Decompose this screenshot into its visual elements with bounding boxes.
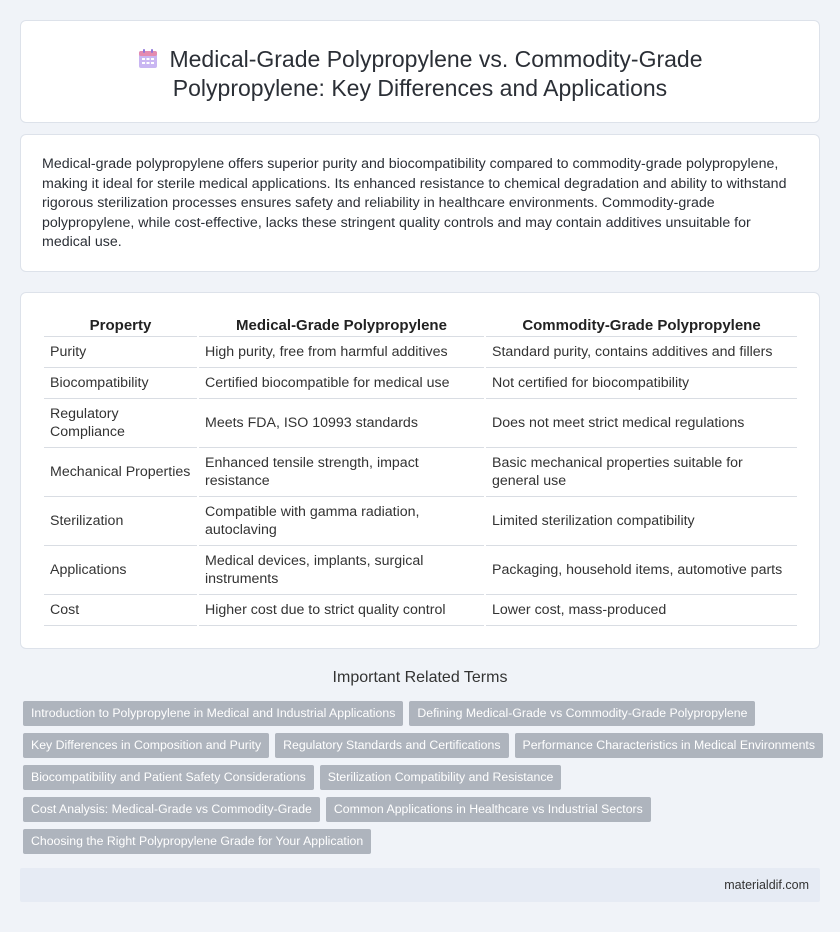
table-cell: Not certified for biocompatibility	[486, 368, 797, 399]
table-row	[44, 368, 797, 399]
table-cell: Standard purity, contains additives and fillers	[486, 337, 797, 368]
header-commodity-grade: Commodity-Grade Polypropylene	[486, 315, 797, 337]
table-cell: Limited sterilization compatibility	[486, 497, 797, 546]
title-card	[20, 20, 820, 123]
table-cell: High purity, free from harmful additives	[199, 337, 484, 368]
table-cell: Meets FDA, ISO 10993 standards	[199, 399, 484, 448]
related-terms-heading: Important Related Terms	[332, 669, 508, 686]
table-row	[44, 497, 797, 546]
intro-paragraph: Medical-grade polypropylene offers superior purity and biocompatibility compared to commodity-grade polypropylene, making it ideal for sterile medical applications. Its enhanced resistance to chemical degradation and ability to withstand rigorous sterilization processes ensures safety and reliability in healthcare environments. Commodity-grade polypropylene, while cost-effective, lacks these stringent quality controls and may contain additives unsuitable for medical use.	[42, 156, 787, 250]
related-term-tag[interactable]: Biocompatibility and Patient Safety Considerations	[23, 765, 314, 790]
footer-bar	[20, 868, 820, 902]
related-term-tag[interactable]: Sterilization Compatibility and Resistance	[320, 765, 562, 790]
page-title	[21, 45, 819, 103]
title-line-1: Medical-Grade Polypropylene vs. Commodity-Grade	[169, 46, 703, 72]
title-line-2: Polypropylene: Key Differences and Applications	[172, 75, 668, 101]
table-row	[44, 546, 797, 595]
table-cell: Lower cost, mass-produced	[486, 595, 797, 626]
table-row	[44, 595, 797, 626]
comparison-table	[42, 315, 799, 626]
table-cell: Compatible with gamma radiation, autoclaving	[199, 497, 484, 546]
table-cell: Applications	[44, 546, 197, 595]
header-property: Property	[44, 315, 197, 337]
table-cell: Does not meet strict medical regulations	[486, 399, 797, 448]
table-row	[44, 448, 797, 497]
table-cell: Enhanced tensile strength, impact resistance	[199, 448, 484, 497]
related-term-tag[interactable]: Regulatory Standards and Certifications	[275, 733, 508, 758]
related-term-tag[interactable]: Choosing the Right Polypropylene Grade for Your Application	[23, 829, 371, 854]
related-term-tag[interactable]: Introduction to Polypropylene in Medical and Industrial Applications	[23, 701, 403, 726]
table-cell: Sterilization	[44, 497, 197, 546]
related-terms-list	[23, 701, 823, 861]
table-cell: Biocompatibility	[44, 368, 197, 399]
related-term-tag[interactable]: Defining Medical-Grade vs Commodity-Grade Polypropylene	[409, 701, 755, 726]
table-row	[44, 399, 797, 448]
table-cell: Packaging, household items, automotive parts	[486, 546, 797, 595]
related-term-tag[interactable]: Performance Characteristics in Medical Environments	[515, 733, 824, 758]
table-cell: Regulatory Compliance	[44, 399, 197, 448]
table-header-row	[44, 315, 797, 337]
comparison-card	[20, 292, 820, 649]
table-cell: Medical devices, implants, surgical instruments	[199, 546, 484, 595]
table-row	[44, 337, 797, 368]
footer-site-link[interactable]: materialdif.com	[724, 878, 809, 892]
related-term-tag[interactable]: Common Applications in Healthcare vs Industrial Sectors	[326, 797, 651, 822]
related-term-tag[interactable]: Cost Analysis: Medical-Grade vs Commodity-Grade	[23, 797, 320, 822]
related-term-tag[interactable]: Key Differences in Composition and Purity	[23, 733, 269, 758]
table-cell: Basic mechanical properties suitable for general use	[486, 448, 797, 497]
intro-card	[20, 134, 820, 272]
table-cell: Mechanical Properties	[44, 448, 197, 497]
header-medical-grade: Medical-Grade Polypropylene	[199, 315, 484, 337]
table-cell: Cost	[44, 595, 197, 626]
table-cell: Purity	[44, 337, 197, 368]
calendar-icon	[137, 48, 159, 70]
table-cell: Certified biocompatible for medical use	[199, 368, 484, 399]
table-cell: Higher cost due to strict quality control	[199, 595, 484, 626]
